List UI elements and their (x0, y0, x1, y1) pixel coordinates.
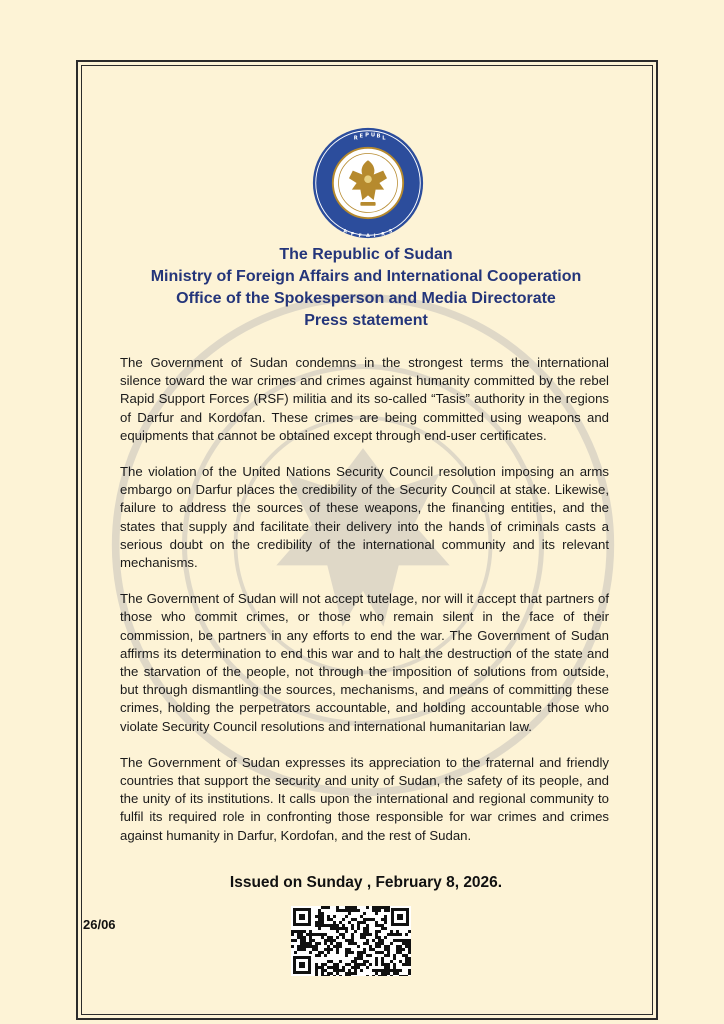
paragraph-1: The Government of Sudan condemns in the strongest terms the international silence toward the war crimes and crimes against humanity committed by the rebel Rapid Support Forces (RSF) militia and its so-called “Tasis” authority in the regions of Darfur and Kordofan. These crimes are being committed using weapons and equipments that cannot be obtained except through end-user certificates. (120, 355, 609, 443)
paragraph-3: The Government of Sudan will not accept tutelage, nor will it accept that partners of those who commit crimes, or those who remain silent in the face of their commission, be partners in any efforts to end the war. The Government of Sudan affirms its determination to end this war and to halt the destruction of the state and the starvation of the people, not through the imposition of solutions from outside, but through dismantling the sources, mechanisms, and means of committing these crimes, holding the perpetrators accountable, and holding accountable those who violate Security Council resolutions and international humanitarian law. (120, 591, 609, 734)
svg-text:B: B (376, 133, 381, 140)
statement-header (90, 244, 642, 332)
statement-body (120, 354, 609, 863)
svg-text:P: P (365, 132, 369, 139)
svg-text:I: I (373, 234, 376, 240)
reference-number: 26/06 (83, 917, 116, 932)
svg-text:U: U (370, 132, 376, 139)
svg-text:F: F (350, 232, 355, 238)
header-office: Office of the Spokesperson and Media Directorate (176, 290, 556, 307)
paragraph-2: The violation of the United Nations Security Council resolution imposing an arms embargo on Darfur places the credibility of the Security Council at stake. Likewise, failure to address the sources of these weapons, the financing entities, and the states that supply and facilitate their delivery into the hands of criminals casts a serious doubt on the credibility of the international community and its relevant mechanisms. (120, 464, 609, 571)
issued-date: Issued on Sunday , February 8, 2026. (229, 874, 503, 891)
svg-text:S: S (388, 229, 393, 235)
svg-text:L: L (382, 135, 386, 142)
qr-code-icon (291, 906, 411, 976)
paragraph-4: The Government of Sudan expresses its appreciation to the fraternal and friendly countries that support the security and unity of Sudan, the safety of its people, and the unity of its institutions. It calls upon the international and regional community to fulfil its required role in confronting those responsible for war crimes and crimes against humanity in Darfur, Kordofan, and the rest of Sudan. (120, 754, 609, 843)
svg-text:E: E (359, 133, 364, 140)
svg-text:R: R (353, 135, 358, 142)
ministry-seal (311, 126, 425, 240)
svg-text:A: A (366, 234, 370, 240)
svg-text:A: A (343, 229, 347, 235)
svg-text:R: R (381, 232, 385, 238)
header-ministry: Ministry of Foreign Affairs and International Cooperation (150, 268, 582, 285)
header-document-type: Press statement (304, 312, 428, 329)
svg-text:F: F (358, 234, 362, 240)
header-country: The Republic of Sudan (279, 246, 453, 263)
